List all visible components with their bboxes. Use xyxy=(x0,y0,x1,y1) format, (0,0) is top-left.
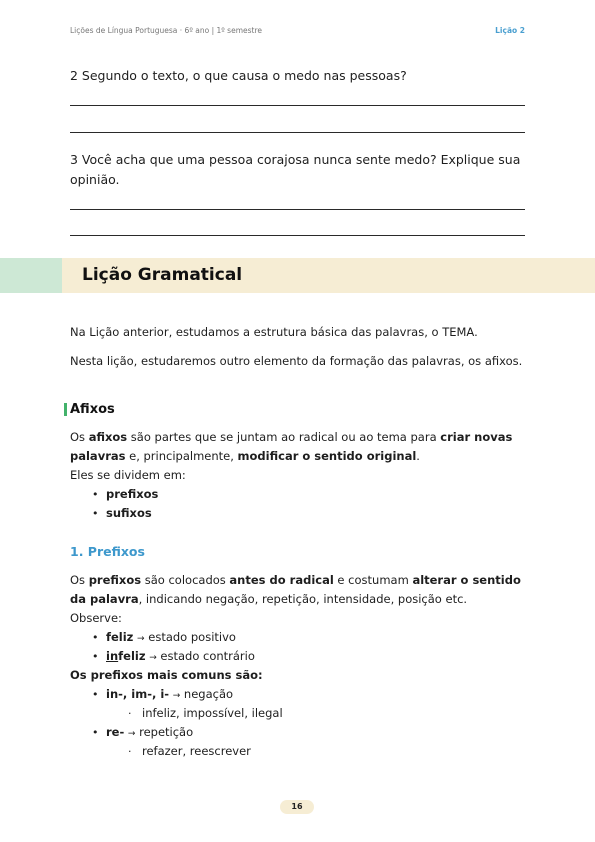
example-item: infeliz → estado contrário xyxy=(106,649,255,663)
afixos-heading: Afixos xyxy=(70,402,115,417)
question-2: 2 Segundo o texto, o que causa o medo nas pessoas? xyxy=(70,68,407,83)
bullet: • xyxy=(92,650,99,663)
page-header xyxy=(70,26,525,40)
section-banner-accent xyxy=(0,258,62,293)
bullet: • xyxy=(92,488,99,501)
example-item: feliz → estado positivo xyxy=(106,630,236,644)
prefixos-definition: Os prefixos são colocados antes do radical e costumam alterar o sentido da palavra, indicando negação, repetição, intensidade, posição etc. xyxy=(70,573,521,606)
sub-bullet: · xyxy=(128,707,132,720)
answer-line[interactable] xyxy=(70,105,525,106)
heading-accent-bar xyxy=(64,403,67,416)
answer-line[interactable] xyxy=(70,235,525,236)
bullet: • xyxy=(92,688,99,701)
observe-label: Observe: xyxy=(70,611,122,625)
list-item: prefixos xyxy=(106,487,159,501)
answer-line[interactable] xyxy=(70,132,525,133)
prefix-sample: refazer, reescrever xyxy=(142,744,251,758)
intro-paragraph: Na Lição anterior, estudamos a estrutura básica das palavras, o TEMA. xyxy=(70,325,478,339)
header-lesson-label: Lição 2 xyxy=(495,26,525,35)
afixos-divide-text: Eles se dividem em: xyxy=(70,468,186,482)
list-item: sufixos xyxy=(106,506,152,520)
afixos-definition: Os afixos são partes que se juntam ao radical ou ao tema para criar novas palavras e, principalmente, modificar o sentido original. xyxy=(70,430,513,463)
bullet: • xyxy=(92,726,99,739)
prefix-sample: infeliz, impossível, ilegal xyxy=(142,706,283,720)
bullet: • xyxy=(92,631,99,644)
intro-paragraph: Nesta lição, estudaremos outro elemento da formação das palavras, os afixos. xyxy=(70,354,523,368)
prefix-item: in-, im-, i- → negação xyxy=(106,687,234,701)
header-book-title: Lições de Língua Portuguesa · 6º ano | 1º semestre xyxy=(70,26,262,35)
bullet: • xyxy=(92,507,99,520)
section-banner-title: Lição Gramatical xyxy=(82,265,243,285)
answer-line[interactable] xyxy=(70,209,525,210)
prefix-item: re- → repetição xyxy=(106,725,194,739)
prefixos-heading: 1. Prefixos xyxy=(70,544,145,559)
common-prefixes-title: Os prefixos mais comuns são: xyxy=(70,668,263,682)
question-3: 3 Você acha que uma pessoa corajosa nunca sente medo? Explique sua opinião. xyxy=(70,152,521,187)
sub-bullet: · xyxy=(128,745,132,758)
page-number: 16 xyxy=(280,800,314,814)
